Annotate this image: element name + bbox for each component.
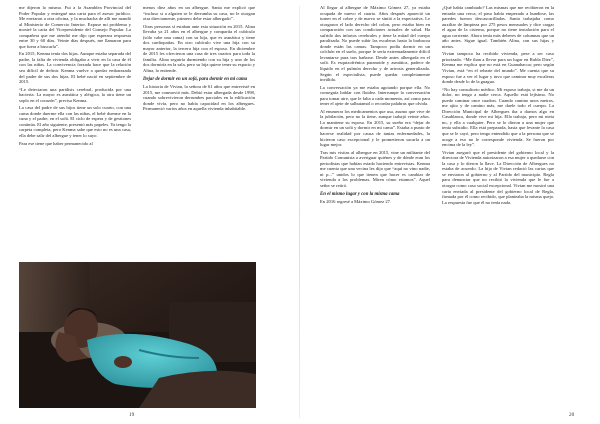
paragraph: Tras mis visitas al albergue en 2015, vine un militante del Partido Comunista a averiguar quiénes y de dónde eran los periodistas que habían estado haciendo entrevistas. Kenma me cuenta que una vecina les dijo que “aquí no vino nadie, ni p...” unidos lo que tienen que hacer es cambiar de vivienda a los problemas. Miren cómo estamos”. Aquel señor se retiró. bbox=[320, 149, 430, 188]
paragraph: “Le detectaron una parálisis cerebral, producida por una bacteria. La mayor es asmática y alérgica, la otra tiene un soplo en el corazón”, precisa Kenma. bbox=[19, 86, 131, 103]
section-heading: Dejar de dormir en un sofá, para dormir en mi cama bbox=[143, 76, 248, 82]
paragraph: me dijeron lo mismo. Fui a la Asamblea Provincial del Poder Popular y entregué una carta para el asesor jurídico. Me enviaron a otra oficina, y la muchacha de allí me mandó al Ministerio de Comercio Interior. Expuse mi problema y mostré la carta del Vicepresidente del Consejo Popular. La compañera que me atendió me dijo que esperara respuesta entre 30 y 60 días. Veinte días después, me llamaron para que fuera a buscarla”. bbox=[19, 5, 131, 49]
paragraph: Vivian aseguró que el presidente del gobierno local y la directora de Vivienda autorizaron a esa mujer a quedarse con la casa y lo dieron la llave. La Dirección de Albergues no estaba de acuerdo. La hija de Vivian redactó las cartas que se enviaron al gobierno y al Partido del municipio. Regla para denunciar que no recibió la vivienda que le fue a otorgar como caso social excepcional. Vivian me mostró una carta enviada al presidente del gobierno local de Regla, firmada por él como recibido, que planteaba la misma queja. La respuesta fue que él no tenía nada. bbox=[442, 149, 554, 205]
right-column-2 bbox=[442, 5, 554, 415]
paragraph: ¿Qué había cambiado? Las mismas que me recibieron en la entrada una cerca, el paso había empezado a hundirse, las paredes fueron descascarilladas. Santa trabajaba como auxiliar de limpieza por 275 pesos mensuales y dice cargar el agua de la cisterna, porque no tiene instalación para el agua corriente. Ahora tenía más deberes de columnas que un año antes. Sigue igual. También Alina, con sus hijas y nietos. bbox=[442, 5, 554, 49]
paragraph: La casa del padre de sus hijos tiene un solo cuarto, con una cama donde duerme ella con las niñas, el bebé duerme en la cuna y el padre, en el sofá. El ciclo de espera y de gestiones continúa. El año siguiente, presentó más papeles. Ya tengo la carpeta completa, pero Kenma sabe que esto no es una casa, ella debe salir del albergue y tener lo suyo. bbox=[19, 105, 131, 139]
paragraph: Al enumerar los medicamentos que usa, asumo que vive de la jubilación, pero no la tiene, aunque trabajó veinte años. La mantiene su esposo. En 2015, su sueño era “dejar de dormir en un sofá y dormir en mi cama”. Estaba a punto de hacerse realidad por causa de tantas enfermedades, la hicieron caso excepcional y le prometieron sacarla a un lugar mejor. bbox=[320, 108, 430, 148]
page-number: 20 bbox=[569, 412, 575, 418]
paragraph: En 2016 regresé a Máximo Gómez 27. bbox=[320, 199, 392, 205]
left-column-1 bbox=[19, 5, 131, 259]
section-heading: En el mismo lugar y con la misma cama bbox=[320, 191, 400, 197]
paragraph: La conversación ya me estaba agotando porque ella. No conseguía hablar con fluidez. Interrumpe la conversación para tomar aire, que le falta a cada momento, así como para tener el ajete de salbutamol o recordar palabras que olvida. bbox=[320, 84, 430, 107]
paragraph: Vivian tampoco ha recibido vivienda, pese a ser caso priorizado. “Me iban a llevar para un lugar en Rubla Diez”, Kenma me explica que no está en Guanabacoa; pero según Vivian, está “en el rebarte del mundo”. Me cuenta que su esposo fue a ver el lugar y tuvo que caminar muy escaleras donde desde lo de la guagua. bbox=[442, 51, 554, 85]
paragraph: Al llegar al albergue de Máximo Gómez 27, ya estaba ocupada de nuevo el cuarto. Años después apareció un turner en el cobre y de nuevo se sintió a la expectativa. Le otorgaron el lado derecho del colon, pero estaba bien en comparación con sus condiciones actuales de salud. Ha sufrido dos infartos cerebrales y tiene la mitad del cuerpo paralizada. No puede subir las escaleras hasta la barbacoa donde están las camas. Tampoco podía dormir en un colchón en el suelo, porque le sería extremadamente difícil levantarse para tras bañarse. Desde antes albergada en el sofá. Es esquizofrénica paranoide y asmática, padece de líquido en el pulmón derecho y de artrosis generalizada. Según el especialista, puede quedar completamente inválida. bbox=[320, 5, 430, 83]
paragraph: Otras personas sí estaban ante esta situación en 2015. Alina llevaba ya 21 años en el albergue y compartía el cubículo (sólo cabe una cama) con su hija, que es asmática y tiene dos cardiopatías. En otro cubículo vive una hija con su mayor anterior, la tercera hija con el esposo. En diciembre de 2015 les ofrecieron una casa de tres cuartos para toda la familia. Alina seguiría durmiendo con su hija y uno de los dos dormiría en la sala, pero su hija quiere tener su espacio y Alina, lo entiende. bbox=[143, 23, 255, 74]
paragraph: Para ese tiene que haber permanecido al bbox=[19, 140, 93, 146]
photo-woman-resting bbox=[19, 262, 256, 408]
right-column-1 bbox=[320, 5, 430, 415]
page-number: 19 bbox=[129, 412, 135, 418]
paragraph: En 2015, Kenma tenía dos hijas. Aunque estaba separada del padre, la falta de vivienda obligaba a vivir en la casa de él con las niñas. La convivencia forzada hace que la relación sea difícil de definir. Kenma vuelve a quedar embarazada del padre de sus dos hijas. El bebé nació en septiembre de 2015. bbox=[19, 51, 131, 85]
paragraph: La historia de Vivian, la señora de 61 años que entrevisté en 2015, me conmovió más. Debió estar albergada desde 1998, cuando sobrevivieron derrumbes parciales en la edificación donde vivía, pero no había capacidad en los albergues. Permaneció varios años en aquella vivienda inhabitable. bbox=[143, 84, 255, 112]
paragraph: “No hay consultorio médico. Mi esposo trabaja, si me da un dolor, no tengo a nadie cerca. Aquello está lejísimo. No puedo caminar once cuadras. Cuando camino unos metros, me ajito y de camino más, me duele todo el cuerpo. La Dirección Municipal de Albergues iba a darnos algo en Casablanca, donde vive mi hija. Ella trabaja, pero mi nieta no, y ella a cualquier. Pero se lo dieron a una mujer que tenía subsidio. Ella está preparada, hasta que levante la casa que se le cayó, pero tengo entendido que a la persona que se acoge a eso no le corresponde vivienda. Se fueron por encima de la ley”. bbox=[442, 86, 554, 148]
left-column-2 bbox=[143, 5, 255, 259]
paragraph: menos diez años en un albergue. Santa me explicó que “incluso si a alguien se le derrumba su casa, no le otorgan otra directamente, primero debe estar albergado”. bbox=[143, 5, 255, 22]
right-page bbox=[300, 0, 600, 424]
